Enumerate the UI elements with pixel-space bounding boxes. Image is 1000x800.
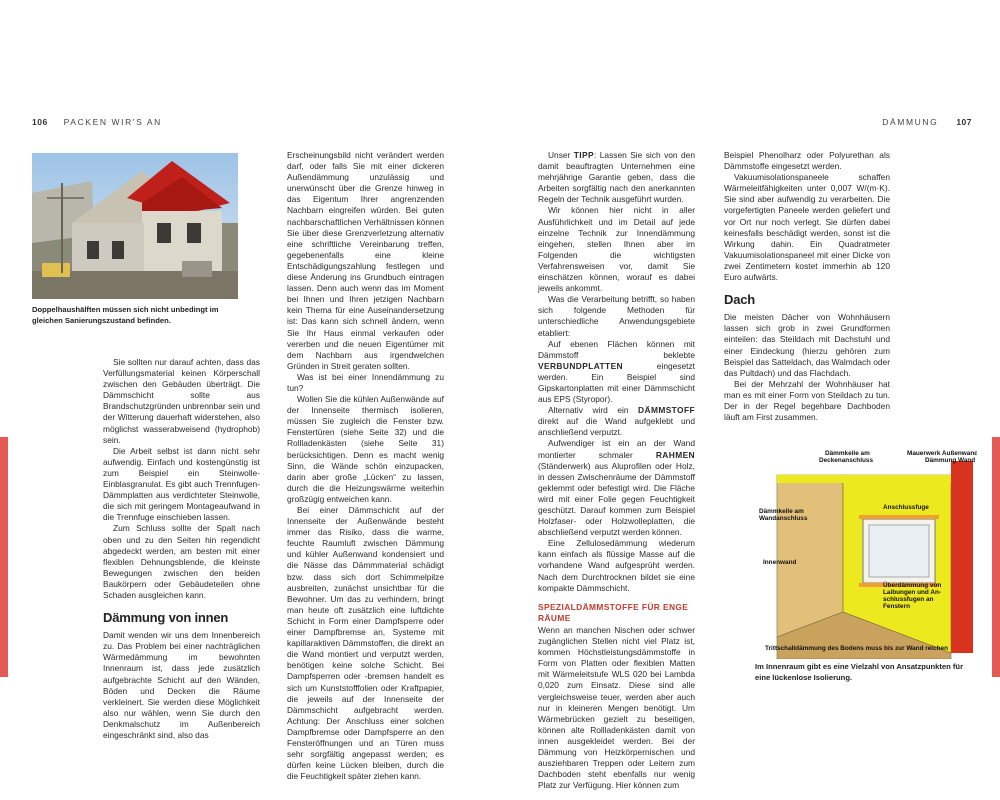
paragraph: Alternativ wird ein DÄMMSTOFF direkt auf die Wand aufgeklebt und anschließend verputzt. bbox=[538, 405, 695, 438]
paragraph: Auf ebenen Flächen können mit Dämmstoff beklebte VERBUNDPLATTEN eingesetzt werden. Ein Beispiel sind Gipskartonplatten mit einer Dämmschicht aus EPS (Styropor). bbox=[538, 338, 695, 405]
paragraph: Was die Verarbeitung betrifft, so haben sich folgende Methoden für unterschiedliche Anwendungsgebiete etabliert: bbox=[538, 294, 695, 338]
label-ueberdaemmung: Überdämmung von Laibungen und An-schlussfugen an Fenstern bbox=[883, 582, 942, 610]
running-head-left bbox=[32, 117, 162, 127]
paragraph: Wenn an manchen Nischen oder schwer zugänglichen Stellen nicht viel Platz ist, kommen Höchstleistungsdämmstoffe in Form von Platten oder flexiblen Matten mit Wärmeleitstufe WLS 020 bei Lambda 0,020 zum Einsatz. Diese sind alle vergleichsweise teuer, werden aber auch nur in kleineren Mengen benötigt. Um Wärmebrücken gezielt zu beseitigen, können alte Rollladenkästen damit von innen ausgekleidet werden. Bei der Dämmung von Heizkörpernischen und ausziehbaren Treppen oder Leitern zum Dachboden steht ebenfalls nur wenig Platz zur Verfügung. Hier können zum bbox=[538, 624, 695, 791]
paragraph: Wollen Sie die kühlen Außenwände auf der Innenseite thermisch isolieren, müssen Sie zugleich die Fenster bzw. Fenstertüren (siehe Seite 32) und die Rollladenkästen (siehe Seite 31) berücksichtigen. Denn es macht wenig Sinn, die Wände schön einzupacken, darin aber große „Lücken“ zu lassen, durch die die Heizungswärme weiterhin großzügig entweichen kann. bbox=[287, 394, 444, 504]
page-number-left: 106 bbox=[32, 117, 48, 127]
paragraph: Wir können hier nicht in aller Ausführlichkeit und im Detail auf jede einzelne Technik zur Innendämmung eingehen, stellen Ihnen aber im Folgenden die wichtigsten Verfahrensweisen vor, damit Sie einschätzen können, worauf es dabei jeweils ankommt. bbox=[538, 205, 695, 294]
column-4 bbox=[724, 150, 890, 423]
paragraph: Erscheinungsbild nicht verändert werden darf, oder falls Sie mit einer dickeren Außendämmung unzulässig und unerwünscht über die Grenze hinweg in das Eigentum Ihrer angrenzenden Nachbarn eingreifen würden. Bei guten nachbarschaftlichen Verhältnissen können Sie über diese Grenzverletzung alternativ eine schriftliche Vereinbarung treffen, gegebenenfalls eine kleine Entschädigungszahlung festlegen und diese Änderung ins Grundbuch eintragen lassen. Denn auch wenn das im Moment bei Ihnen und Ihren jetzigen Nachbarn kein Thema für eine Auseinandersetzung ist: Das kann sich schnell ändern, wenn Sie Ihr Haus einmal verkaufen oder vererben und die neuen Eigentümer mit dem Nachbarn aus irgendwelchen Gründen in Streit geraten sollten. bbox=[287, 150, 444, 371]
keyword: RAHMEN bbox=[655, 449, 695, 460]
label-innenwand: Innenwand bbox=[763, 559, 797, 566]
paragraph: Die Arbeit selbst ist dann nicht sehr aufwendig. Einfach und kostengünstig ist zum Beispiel ein Steinwolle-Einblasgranulat. Es gibt auch Trennfugen-Dämmplatten aus verdichteter Steinwolle, die sich mit geringem Montageaufwand in die Trennfuge einschieben lassen. bbox=[103, 445, 260, 523]
keyword: TIPP bbox=[573, 150, 594, 160]
section-heading: Dämmung von innen bbox=[103, 610, 229, 626]
paragraph: Vakuumisolationspaneele schaffen Wärmeleitfähigkeiten unter 0,007 W/(m·K). Sie sind aber aufwendig zu verarbeiten. Die vorgefertigten Paneele werden geliefert und vor Ort nur noch verlegt. Sie dürfen dabei keinesfalls beschädigt werden, sonst ist die Wirkung dahin. Ein Quadratmeter Vakuumisolationspaneel mit einer Dicke von zwei Zentimetern kostet immerhin ab 120 Euro aufwärts. bbox=[724, 172, 890, 283]
paragraph: Zum Schluss sollte der Spalt nach oben und zu den Seiten hin regendicht abgedeckt werden, am besten mit einer flexiblen Dehnungsblende, die kleinste Bewegungen zwischen den beiden Baukörpern oder Gebäudeteilen ohne Schaden ausgleichen kann. bbox=[103, 523, 260, 600]
keyword: VERBUNDPLATTEN bbox=[538, 360, 624, 371]
label-daemmkeile-wand: Dämmkeile am Wandanschluss bbox=[759, 508, 808, 522]
paragraph: Unser TIPP: Lassen Sie sich von den damit beauftragten Unternehmen eine mehrjährige Garantie geben, dass die Arbeiten sorgfältig nach den anerkannten Regeln der Technik ausgeführt wurden. bbox=[538, 150, 695, 205]
running-head-title-left: PACKEN WIR'S AN bbox=[63, 117, 162, 127]
column-2 bbox=[287, 150, 444, 782]
insulation-diagram bbox=[755, 447, 977, 659]
right-edge-marker bbox=[992, 437, 1000, 677]
subheading: SPEZIALDÄMMSTOFFE FÜR ENGE RÄUME bbox=[538, 601, 689, 623]
label-mauerwerk: Mauerwerk Außenwand Dämmung Wand bbox=[907, 450, 977, 464]
paragraph: Eine Zellulosedämmung wiederum kann einfach als flüssige Masse auf die vorhandene Wand aufgesprüht werden. Nach dem Durchtrocknen bildet sie eine kompakte Dämmschicht. bbox=[538, 538, 695, 593]
running-head-right bbox=[882, 117, 972, 127]
paragraph: Beispiel Phenolharz oder Polyurethan als Dämmstoffe eingesetzt werden. bbox=[724, 150, 890, 172]
paragraph: Sie sollten nur darauf achten, dass das Verfüllungsmaterial keinen Körperschall zwischen den Gebäuden überträgt. Die Dämmschicht sollte aus Brandschutzgründen unbrennbar sein und der Witterung dauerhaft widerstehen, also möglichst wasserabweisend (hydrophob) sein. bbox=[103, 357, 260, 445]
column-1 bbox=[103, 357, 260, 741]
paragraph: Aufwendiger ist ein an der Wand montierter schmaler RAHMEN (Ständerwerk) aus Aluprofilen oder Holz, in dessen Zwischenräume der Dämmstoff geklemmt oder befestigt wird. Die Fläche wird mit einer Folie gegen Feuchtigkeit geschützt. Darauf kommen zum Beispiel Holzfaser- oder Holzwolleplatten, die abschließend verputzt werden können. bbox=[538, 438, 695, 538]
label-trittschall: Trittschalldämmung des Bodens muss bis zur Wand reichen bbox=[765, 645, 948, 652]
paragraph: Die meisten Dächer von Wohnhäusern lassen sich grob in zwei Grundformen einteilen: das Steildach mit Dachstuhl und einer Eindeckung (hierzu gehören zum Beispiel das Satteldach, das Walmdach oder das Pultdach) und das Flachdach. bbox=[724, 312, 890, 378]
page-number-right: 107 bbox=[956, 117, 972, 127]
keyword: DÄMMSTOFF bbox=[638, 405, 695, 416]
paragraph: Was ist bei einer Innendämmung zu tun? bbox=[287, 371, 444, 393]
paragraph: Bei der Mehrzahl der Wohnhäuser hat man es mit einer Form von Steildach zu tun. Der in der Regel begehbare Dachboden läuft am First zusammen. bbox=[724, 378, 890, 423]
label-anschlussfuge: Anschlussfuge bbox=[883, 504, 929, 511]
photo-caption: Doppelhaushälften müssen sich nicht unbedingt im gleichen Sanierungszustand befinden. bbox=[32, 305, 219, 325]
left-edge-marker bbox=[0, 437, 8, 677]
column-3 bbox=[538, 150, 695, 791]
house-photo bbox=[32, 153, 238, 299]
running-head-title-right: DÄMMUNG bbox=[882, 117, 939, 127]
paragraph: Bei einer Dämmschicht auf der Innenseite der Außenwände besteht immer das Risiko, dass die warme, feuchte Raumluft zwischen Dämmung und kühler Außenwand kondensiert und die Nässe das Dämmmaterial schädigt bzw. dass sich dort Schimmelpilze ausbreiten, zunächst unsichtbar für die Bewohner. Um das zu verhindern, bringt man heute oft zusätzlich eine luftdichte Schicht in Form einer Dampfsperre oder einer Dampfbremse an, Systeme mit kapillaraktiven Dämmstoffen, die direkt an die Wand montiert und verputzt werden, benötigen keine solche Schicht. Bei Dampfsperren oder -bremsen handelt es sich um Kunststofffolien oder Kraftpapier, die jeweils auf der Innenseite der Dämmschicht aufgebracht werden. Achtung: Der Anschluss einer solchen Dampfbremse oder Dampfsperre an den Fensteröffnungen und an Türen muss sehr sorgfältig angepasst werden; es dürfen keine Lücken bleiben, durch die die Feuchtigkeit später ziehen kann. bbox=[287, 505, 444, 782]
diagram-caption: Im Innenraum gibt es eine Vielzahl von Ansatzpunkten für eine lückenlose Isolierung. bbox=[755, 662, 964, 682]
paragraph: Damit wenden wir uns dem Innenbereich zu. Das Problem bei einer nachträglichen Wärmedämmung im bewohnten Innenraum ist, dass jede zusätzlich aufgebrachte Schicht auf den Wänden, Böden und Decken die Räume verkleinert. Sie werden diese Möglichkeit also nur wählen, wenn Sie durch den Denkmalschutz im Außenbereich eingeschränkt sind, also das bbox=[103, 630, 260, 740]
label-daemmkeile-decke: Dämmkeile am Deckenanschluss bbox=[819, 450, 873, 464]
section-heading: Dach bbox=[724, 292, 755, 308]
